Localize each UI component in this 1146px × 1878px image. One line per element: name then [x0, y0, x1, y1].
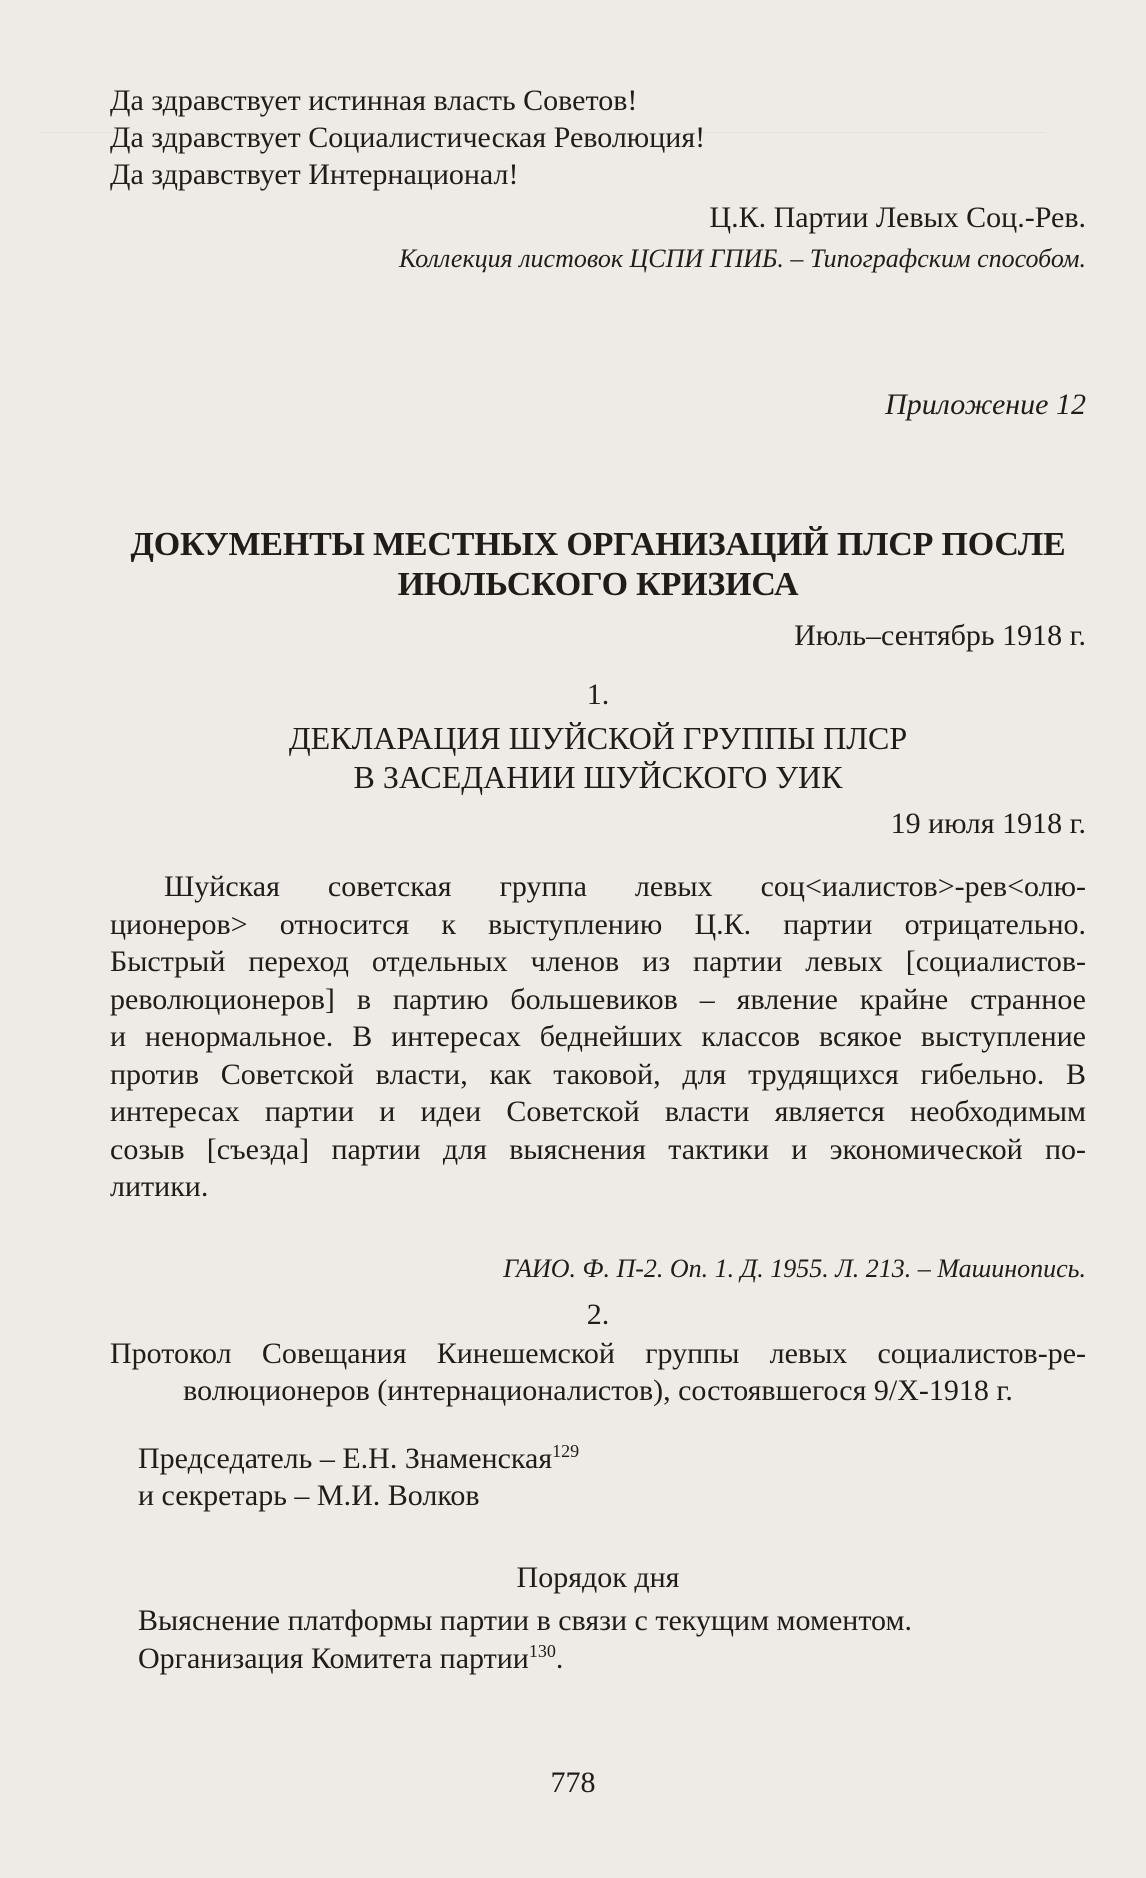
doc2-agenda-title: Порядок дня: [516, 1560, 680, 1594]
doc2-agenda-item-2-text: Организация Комитета партии: [138, 1641, 529, 1675]
doc1-line-8: созыв [съезда] партии для выяснения тактики и экономической по-: [110, 1132, 1086, 1166]
appendix-label: Приложение 12: [885, 388, 1086, 421]
page-content: [110, 82, 1086, 1677]
doc2-agenda-item-2: [110, 1640, 1086, 1678]
section-dates: Июль–сентябрь 1918 г.: [794, 619, 1086, 652]
slogan-3: Да здравствует Интернационал!: [110, 158, 519, 191]
doc2-secretary: и секретарь – М.И. Волков: [138, 1479, 480, 1512]
doc1-title-line-2: В ЗАСЕДАНИИ ШУЙСКОГО УИК: [353, 759, 843, 795]
footnote-ref-130[interactable]: 130: [528, 1640, 556, 1661]
doc2-chair-text: Председатель – Е.Н. Знаменская: [138, 1441, 553, 1475]
section-title-line-1: ДОКУМЕНТЫ МЕСТНЫХ ОРГАНИЗАЦИЙ ПЛСР ПОСЛЕ: [130, 526, 1066, 563]
doc1-line-5: и ненормальное. В интересах беднейших классов всякое выступление: [110, 1020, 1086, 1053]
doc1-line-1: Шуйская советская группа левых соц<иалистов>-рев<олю-: [164, 870, 1086, 903]
doc1-source: ГАИО. Ф. П-2. Оп. 1. Д. 1955. Л. 213. – Машинопись.: [503, 1253, 1086, 1283]
doc2-number: 2.: [586, 1297, 610, 1331]
doc1-line-7: интересах партии и идеи Советской власти является необходимым: [110, 1095, 1086, 1128]
section-title-line-2: ИЮЛЬСКОГО КРИЗИСА: [397, 566, 799, 603]
slogan-2: Да здравствует Социалистическая Революция!: [110, 121, 706, 154]
doc1-line-4: революционеров] в партию большевиков – явление крайне странное: [110, 982, 1086, 1016]
doc2-chair: [110, 1440, 1086, 1478]
slogan-1: Да здравствует истинная власть Советов!: [110, 84, 638, 117]
doc1-title-line-1: ДЕКЛАРАЦИЯ ШУЙСКОЙ ГРУППЫ ПЛСР: [288, 720, 908, 756]
page-number: 778: [550, 1766, 596, 1799]
doc1-number: 1.: [586, 678, 610, 711]
doc1-date: 19 июля 1918 г.: [890, 807, 1086, 840]
doc2-agenda-item-2-end: .: [555, 1641, 564, 1675]
doc2-title: [110, 1335, 1086, 1410]
doc1-line-2: ционеров> относится к выступлению Ц.К. партии отрицательно.: [110, 907, 1086, 941]
doc1-line-3: Быстрый переход отдельных членов из партии левых [социалистов-: [110, 945, 1086, 978]
doc1-line-6: против Советской власти, как таковой, для трудящихся гибельно. В: [110, 1057, 1086, 1091]
footnote-ref-129[interactable]: 129: [552, 1440, 580, 1461]
source-note-1: Коллекция листовок ЦСПИ ГПИБ. – Типографским способом.: [398, 244, 1086, 273]
signature: Ц.К. Партии Левых Соц.-Рев.: [709, 201, 1086, 234]
doc1-title: [110, 719, 1086, 797]
doc2-title-line-2: волюционеров (интернационалистов), состоявшегося 9/X-1918 г.: [183, 1374, 1013, 1407]
doc1-body: [110, 868, 1086, 1206]
section-title: [110, 525, 1086, 605]
doc2-title-line-1: Протокол Совещания Кинешемской группы левых социалистов-ре-: [110, 1336, 1086, 1370]
doc1-line-9: литики.: [110, 1170, 209, 1203]
doc2-agenda-item-1: Выяснение платформы партии в связи с текущим моментом.: [138, 1604, 912, 1637]
